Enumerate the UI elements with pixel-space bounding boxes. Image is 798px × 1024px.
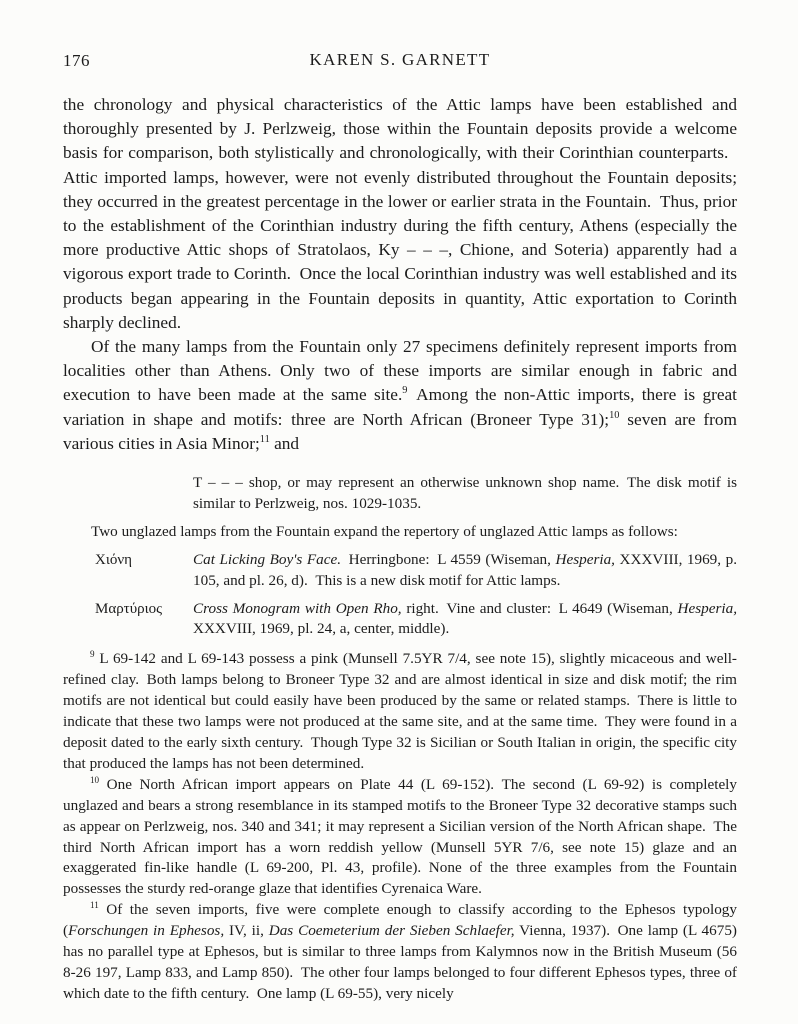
greek-label-martyrios: Μαρτύριος bbox=[95, 600, 163, 617]
entry-description-martyrios: Cross Monogram with Open Rho, right. Vine and cluster: L 4649 (Wiseman, Hesperia, XXXVIII, 1969, pl. 24, a, center, middle). bbox=[193, 599, 737, 638]
footnote-11: $^{11}$ Of the seven imports, five were complete enough to classify according to the Ephesos typology (Forschungen in Ephesos, IV, ii, Das Coemeterium der Sieben Schlaefer, Vienna, 1937). One lamp (L 4675) has no parallel type at Ephesos, but is similar to three lamps from Kalymnos now in the British Museum (56 8-26 197, Lamp 833, and Lamp 850). The other four lamps belonged to four different Ephesos types, three of which date to the fifth century. One lamp (L 69-55), very nicely bbox=[63, 900, 737, 1002]
page-header bbox=[63, 50, 737, 74]
catalog-intro: Two unglazed lamps from the Fountain expand the repertory of unglazed Attic lamps as follows: bbox=[91, 522, 678, 540]
main-text-block bbox=[63, 93, 737, 456]
running-head-author: KAREN S. GARNETT bbox=[309, 50, 491, 69]
footnotes-section bbox=[63, 649, 737, 1004]
catalog-entry-martyrios bbox=[63, 599, 737, 641]
paragraph-chronology: the chronology and physical characteristics of the Attic lamps have been established and thoroughly presented by J. Perlzweig, those within the Fountain deposits provide a welcome basis for comparison, both stylistically and chronologically, with their Corinthian counterparts. Attic imported lamps, however, were not evenly distributed throughout the Fountain deposits; they occurred in the greatest percentage in the lower or earlier strata in the Fountain. Thus, prior to the establishment of the Corinthian industry during the fifth century, Athens (especially the more productive Attic shops of Stratolaos, Ky – – –, Chione, and Soteria) apparently had a vigorous export trade to Corinth. Once the local Corinthian industry was well established and its products began appearing in the Fountain deposits in quantity, Attic exportation to Corinth sharply declined. bbox=[63, 95, 737, 332]
catalog-entry-chione bbox=[63, 550, 737, 592]
footnote-9: $^9$ L 69-142 and L 69-143 possess a pink (Munsell 7.5YR 7/4, see note 15), slightly micaceous and well-refined clay. Both lamps belong to Broneer Type 32 and are almost identical in size and disk motif; the rim motifs are not identical but could easily have been produced by the same or related stamps. There is little to indicate that these two lamps were not produced at the same site, and at the same time. They were found in a deposit dated to the early sixth century. Though Type 32 is Sicilian or South Italian in origin, the specific city that produced the lamps has not been determined. bbox=[63, 649, 737, 772]
page-number: 176 bbox=[63, 51, 90, 70]
greek-label-chione: Χιόνη bbox=[95, 551, 132, 568]
footnote-10: $^{10}$ One North African import appears on Plate 44 (L 69-152). The second (L 69-92) is completely unglazed and bears a strong resemblance in its stamped motifs to the Broneer Type 32 decorative stamps such as appear on Perlzweig, nos. 340 and 341; it may represent a Sicilian version of the North African shape. The third North African import has a worn reddish yellow (Munsell 5YR 7/6, see note 15) glaze and an exaggerated fin-like handle (L 69-200, Pl. 43, profile). None of the three examples from the Fountain possesses the sturdy red-orange glaze that identifies Cyrenaica Ware. bbox=[63, 774, 737, 898]
paragraph-imports: Of the many lamps from the Fountain only 27 specimens definitely represent imports from localities other than Athens. Only two of these imports are similar enough in fabric and execution to have been made at the same site.$^9$ Among the non-Attic imports, there is great variation in shape and motifs: three are North African (Broneer Type 31);$^{10}$ seven are from various cities in Asia Minor;$^{11}$ and bbox=[63, 337, 738, 453]
note-t-shop-continuation: T – – – shop, or may represent an otherwise unknown shop name. The disk motif is similar to Perlzweig, nos. 1029-1035. bbox=[193, 474, 737, 512]
entry-description-chione: Cat Licking Boy's Face. Herringbone: L 4559 (Wiseman, Hesperia, XXXVIII, 1969, p. 105, and pl. 26, d). This is a new disk motif for Attic lamps. bbox=[193, 550, 737, 589]
